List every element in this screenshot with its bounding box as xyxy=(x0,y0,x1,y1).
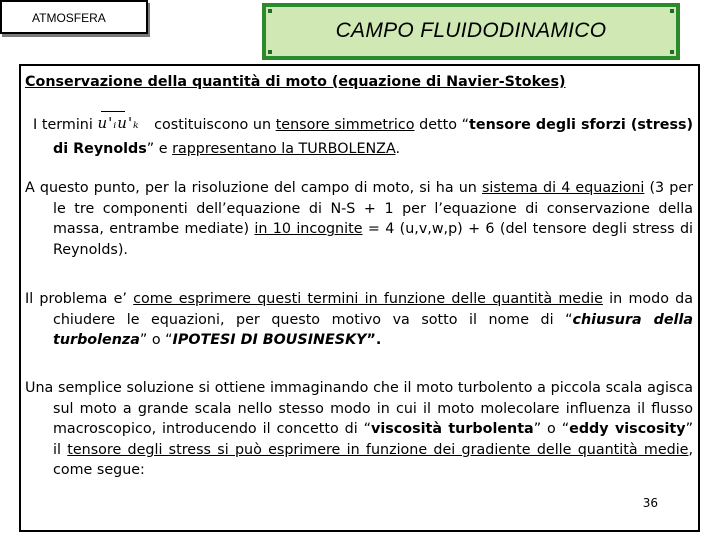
content-frame xyxy=(19,64,700,532)
paragraph-equation-system: A questo punto, per la risoluzione del campo di moto, si ha un sistema di 4 equazioni (3 per le tre componenti dell’equazione di N-S + 1 per l’equazione di conservazione della massa, entrambe mediate) in 10 incognite = 4 (u,v,w,p) + 6 (del tensore degli stress di Reynolds). xyxy=(25,180,694,258)
paragraph-closure-problem: Il problema e’ come esprimere questi termini in funzione delle quantità medie in modo da chiudere le equazioni, per questo motivo va sotto il nome di “chiusura della turbolenza” o “IPOTESI DI BOUSINESKY”. xyxy=(25,291,694,349)
section-tag-label: ATMOSFERA xyxy=(32,11,106,25)
paragraph-eddy-viscosity: Una semplice soluzione si ottiene immaginando che il moto turbolento a piccola scala agisca sul moto a grande scala nello stesso modo in cui il moto molecolare influenza il flusso macroscopico, introducendo il concetto di “viscosità turbolenta” o “eddy viscosity” il tensore degli stress si può esprimere in funzione dei gradiente delle quantità medie, come segue: xyxy=(25,380,694,479)
reynolds-stress-term: u'ᵢu'ₖ xyxy=(97,109,149,139)
paragraph-reynolds-tensor: I termini u'ᵢu'ₖ costituiscono un tensore simmetrico detto “tensore degli sforzi (stress) di Reynolds” e rappresentano la TURBOLENZA. xyxy=(25,109,693,160)
slide-title: CAMPO FLUIDODINAMICO xyxy=(335,19,607,42)
section-heading: Conservazione della quantità di moto (equazione di Navier-Stokes) xyxy=(25,74,566,90)
title-banner xyxy=(262,3,680,60)
section-tag xyxy=(0,0,148,34)
page-number: 36 xyxy=(642,496,658,510)
